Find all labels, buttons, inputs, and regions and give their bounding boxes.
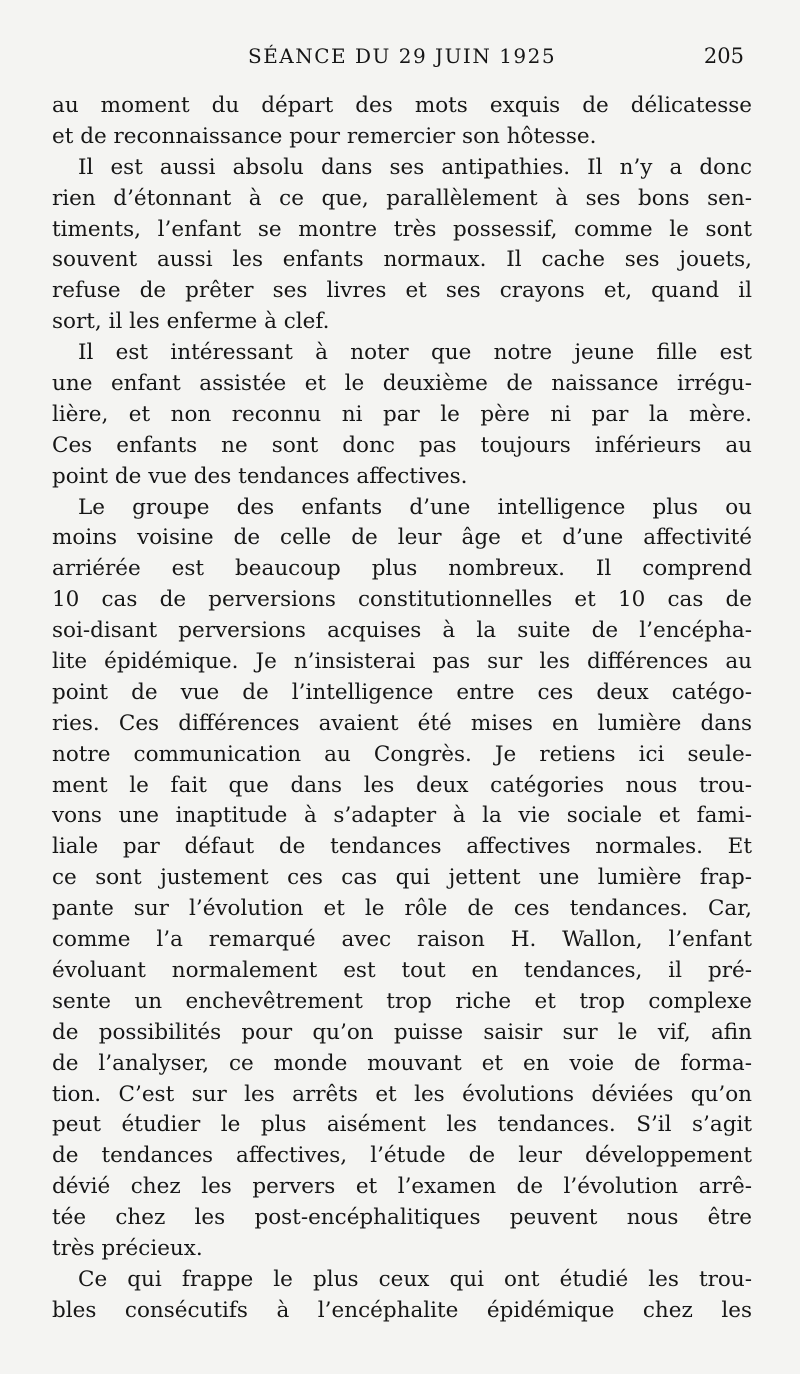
text-line: peut étudier le plus aisément les tendances. S’il s’agit (52, 1112, 752, 1138)
text-line: soi-disant perversions acquises à la suite de l’encépha- (52, 618, 752, 644)
text-line: lite épidémique. Je n’insisterai pas sur les différences au (52, 649, 752, 675)
running-head (52, 44, 744, 74)
text-line: liale par défaut de tendances affectives normales. Et (52, 834, 752, 860)
text-line: timents, l’enfant se montre très possessif, comme le sont (52, 216, 752, 242)
paragraph (52, 338, 752, 492)
text-line: tée chez les post-encéphalitiques peuvent nous être (52, 1205, 752, 1231)
text-line: Le groupe des enfants d’une intelligence plus ou (78, 494, 752, 520)
text-line: point de vue de l’intelligence entre ces deux catégo- (52, 679, 752, 705)
paragraph (52, 91, 752, 153)
text-line: pante sur l’évolution et le rôle de ces tendances. Car, (52, 896, 752, 922)
text-line: Ces enfants ne sont donc pas toujours inférieurs au (52, 432, 752, 458)
page-number: 205 (703, 44, 744, 68)
text-line: arriérée est beaucoup plus nombreux. Il comprend (52, 556, 752, 582)
text-line: une enfant assistée et le deuxième de naissance irrégu- (52, 371, 752, 397)
text-line: ment le fait que dans les deux catégories nous trou- (52, 772, 752, 798)
text-line: refuse de prêter ses livres et ses crayons et, quand il (52, 278, 752, 304)
text-line: tion. C’est sur les arrêts et les évolutions déviées qu’on (52, 1081, 752, 1107)
text-line: de tendances affectives, l’étude de leur développement (52, 1143, 752, 1169)
text-line: ries. Ces différences avaient été mises en lumière dans (52, 710, 752, 736)
text-line: évoluant normalement est tout en tendances, il pré- (52, 957, 752, 983)
body-text (52, 91, 752, 1327)
text-line: vons une inaptitude à s’adapter à la vie sociale et fami- (52, 803, 752, 829)
text-line: rien d’étonnant à ce que, parallèlement à ses bons sen- (52, 185, 752, 211)
text-line: très précieux. (52, 1235, 203, 1261)
text-line: de possibilités pour qu’on puisse saisir sur le vif, afin (52, 1019, 752, 1045)
text-line: notre communication au Congrès. Je retiens ici seule- (52, 741, 752, 767)
text-line: de l’analyser, ce monde mouvant et en voie de forma- (52, 1050, 752, 1076)
text-line: et de reconnaissance pour remercier son hôtesse. (52, 123, 597, 149)
paragraph (52, 1265, 752, 1327)
text-line: lière, et non reconnu ni par le père ni par la mère. (52, 401, 752, 427)
text-line: Il est intéressant à noter que notre jeune fille est (78, 340, 752, 366)
text-line: bles consécutifs à l’encéphalite épidémique chez les (52, 1297, 752, 1323)
text-line: Il est aussi absolu dans ses antipathies. Il n’y a donc (78, 154, 752, 180)
running-title: SÉANCE DU 29 JUIN 1925 (248, 44, 557, 68)
text-line: sente un enchevêtrement trop riche et trop complexe (52, 988, 752, 1014)
text-line: sort, il les enferme à clef. (52, 309, 330, 335)
text-line: point de vue des tendances affectives. (52, 463, 468, 489)
text-line: comme l’a remarqué avec raison H. Wallon, l’enfant (52, 927, 752, 953)
text-line: au moment du départ des mots exquis de délicatesse (52, 93, 752, 118)
text-line: Ce qui frappe le plus ceux qui ont étudié les trou- (78, 1266, 752, 1292)
text-line: dévié chez les pervers et l’examen de l’évolution arrê- (52, 1174, 752, 1200)
text-line: 10 cas de perversions constitutionnelles et 10 cas de (52, 587, 752, 613)
paragraph (52, 153, 752, 338)
text-line: ce sont justement ces cas qui jettent une lumière frap- (52, 865, 752, 891)
text-line: souvent aussi les enfants normaux. Il cache ses jouets, (52, 247, 752, 273)
text-line: moins voisine de celle de leur âge et d’une affectivité (52, 525, 752, 551)
paragraph (52, 493, 752, 1265)
